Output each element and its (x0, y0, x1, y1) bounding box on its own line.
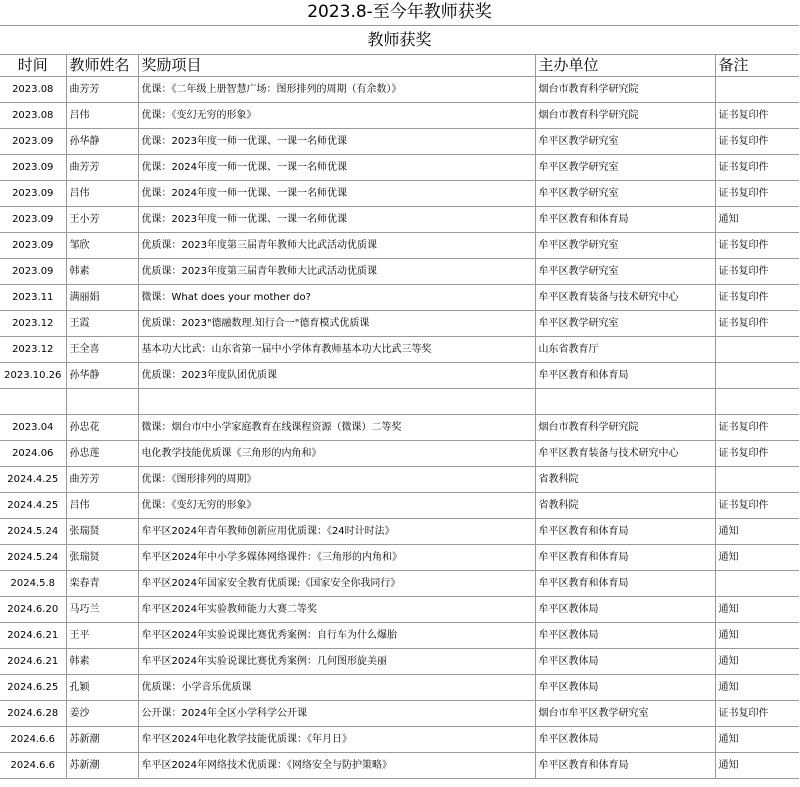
table-row (0, 389, 799, 415)
cell-remarks[interactable]: 通知 (715, 207, 799, 233)
table-row (0, 753, 799, 779)
cell-organizer[interactable]: 烟台市教育科学研究院 (535, 77, 715, 103)
cell-teacher-name[interactable]: 姜沙 (66, 701, 138, 727)
cell-award-item[interactable]: 优质课：2023年度第三届青年教师大比武活动优质课 (138, 233, 535, 259)
cell-teacher-name[interactable]: 王小芳 (66, 207, 138, 233)
cell-organizer[interactable]: 烟台市牟平区教学研究室 (535, 701, 715, 727)
cell-award-item[interactable]: 优课：《图形排列的周期》 (138, 467, 535, 493)
header-organizer[interactable]: 主办单位 (535, 55, 715, 77)
cell-organizer[interactable]: 牟平区教学研究室 (535, 129, 715, 155)
cell-award-item[interactable]: 牟平区2024年网络技术优质课：《网络安全与防护策略》 (138, 753, 535, 779)
table-row (0, 649, 799, 675)
cell-award-item[interactable]: 基本功大比武：山东省第一届中小学体育教师基本功大比武三等奖 (138, 337, 535, 363)
table-row (0, 571, 799, 597)
cell-teacher-name[interactable]: 曲芳芳 (66, 77, 138, 103)
cell-organizer[interactable]: 牟平区教体局 (535, 675, 715, 701)
cell-date[interactable]: 2024.6.6 (0, 753, 66, 779)
table-row (0, 727, 799, 753)
table-row (0, 77, 799, 103)
table-row (0, 155, 799, 181)
cell-teacher-name[interactable]: 曲芳芳 (66, 467, 138, 493)
awards-table (0, 55, 799, 779)
table-row (0, 441, 799, 467)
cell-organizer[interactable]: 牟平区教体局 (535, 727, 715, 753)
cell-organizer[interactable]: 烟台市教育科学研究院 (535, 103, 715, 129)
cell-remarks[interactable]: 证书复印件 (715, 233, 799, 259)
header-row (0, 55, 799, 77)
cell-teacher-name[interactable]: 王霞 (66, 311, 138, 337)
cell-award-item[interactable]: 微课：烟台市中小学家庭教育在线课程资源（微课）二等奖 (138, 415, 535, 441)
cell-teacher-name[interactable]: 邹欣 (66, 233, 138, 259)
cell-award-item[interactable]: 牟平区2024年青年教师创新应用优质课：《24时计时法》 (138, 519, 535, 545)
cell-teacher-name[interactable]: 张瑞贤 (66, 519, 138, 545)
cell-date[interactable] (0, 389, 66, 415)
cell-teacher-name[interactable] (66, 389, 138, 415)
cell-teacher-name[interactable]: 苏新潮 (66, 727, 138, 753)
cell-award-item[interactable]: 优课：2023年度一师一优课、一课一名师优课 (138, 207, 535, 233)
cell-remarks[interactable]: 证书复印件 (715, 259, 799, 285)
cell-date[interactable]: 2023.08 (0, 103, 66, 129)
cell-organizer[interactable]: 牟平区教体局 (535, 623, 715, 649)
cell-date[interactable]: 2024.4.25 (0, 493, 66, 519)
cell-remarks[interactable]: 通知 (715, 753, 799, 779)
table-row (0, 259, 799, 285)
cell-date[interactable]: 2024.4.25 (0, 467, 66, 493)
cell-date[interactable]: 2024.5.8 (0, 571, 66, 597)
table-row (0, 103, 799, 129)
header-teacher-name[interactable]: 教师姓名 (66, 55, 138, 77)
table-row (0, 363, 799, 389)
cell-organizer[interactable]: 牟平区教学研究室 (535, 233, 715, 259)
cell-remarks[interactable]: 通知 (715, 623, 799, 649)
cell-date[interactable]: 2023.09 (0, 129, 66, 155)
cell-organizer[interactable]: 烟台市教育科学研究院 (535, 415, 715, 441)
cell-remarks[interactable]: 证书复印件 (715, 415, 799, 441)
cell-award-item[interactable]: 优课：2024年度一师一优课、一课一名师优课 (138, 181, 535, 207)
section-title: 教师获奖 (0, 26, 799, 55)
cell-award-item[interactable]: 优课：2024年度一师一优课、一课一名师优课 (138, 155, 535, 181)
cell-date[interactable]: 2023.08 (0, 77, 66, 103)
cell-remarks[interactable]: 通知 (715, 597, 799, 623)
cell-date[interactable]: 2024.6.25 (0, 675, 66, 701)
cell-award-item[interactable]: 牟平区2024年实验说课比赛优秀案例：几何图形旋美丽 (138, 649, 535, 675)
cell-teacher-name[interactable]: 韩素 (66, 259, 138, 285)
cell-award-item[interactable]: 牟平区2024年实验教师能力大赛二等奖 (138, 597, 535, 623)
cell-remarks[interactable]: 证书复印件 (715, 493, 799, 519)
cell-remarks[interactable] (715, 77, 799, 103)
table-row (0, 181, 799, 207)
cell-date[interactable]: 2023.10.26 (0, 363, 66, 389)
cell-date[interactable]: 2023.09 (0, 207, 66, 233)
cell-organizer[interactable]: 山东省教育厅 (535, 337, 715, 363)
table-row (0, 493, 799, 519)
cell-remarks[interactable]: 证书复印件 (715, 311, 799, 337)
cell-organizer[interactable]: 牟平区教育和体育局 (535, 207, 715, 233)
cell-award-item[interactable]: 优课：《变幻无穷的形象》 (138, 103, 535, 129)
cell-date[interactable]: 2024.6.6 (0, 727, 66, 753)
cell-remarks[interactable]: 证书复印件 (715, 285, 799, 311)
cell-teacher-name[interactable]: 吕伟 (66, 103, 138, 129)
table-row (0, 597, 799, 623)
cell-teacher-name[interactable]: 孙华静 (66, 129, 138, 155)
cell-remarks[interactable]: 通知 (715, 727, 799, 753)
cell-organizer[interactable]: 牟平区教体局 (535, 597, 715, 623)
cell-award-item[interactable]: 牟平区2024年实验说课比赛优秀案例：自行车为什么爆胎 (138, 623, 535, 649)
cell-remarks[interactable]: 通知 (715, 545, 799, 571)
cell-organizer[interactable]: 牟平区教学研究室 (535, 181, 715, 207)
cell-teacher-name[interactable]: 曲芳芳 (66, 155, 138, 181)
cell-organizer[interactable]: 牟平区教育和体育局 (535, 545, 715, 571)
page-title: 2023.8-至今年教师获奖 (0, 0, 799, 26)
cell-organizer[interactable] (535, 389, 715, 415)
cell-teacher-name[interactable]: 马巧兰 (66, 597, 138, 623)
table-row (0, 623, 799, 649)
table-row (0, 519, 799, 545)
cell-teacher-name[interactable]: 吕伟 (66, 181, 138, 207)
cell-remarks[interactable]: 证书复印件 (715, 155, 799, 181)
cell-organizer[interactable]: 牟平区教学研究室 (535, 259, 715, 285)
table-row (0, 233, 799, 259)
cell-remarks[interactable] (715, 363, 799, 389)
cell-remarks[interactable] (715, 571, 799, 597)
cell-award-item[interactable]: 公开课：2024年全区小学科学公开课 (138, 701, 535, 727)
table-row (0, 675, 799, 701)
cell-award-item[interactable]: 牟平区2024年国家安全教育优质课:《国家安全你我同行》 (138, 571, 535, 597)
cell-teacher-name[interactable]: 苏新潮 (66, 753, 138, 779)
cell-award-item[interactable]: 优质课：2023"德融数理.知行合一"德育模式优质课 (138, 311, 535, 337)
cell-organizer[interactable]: 牟平区教育装备与技术研究中心 (535, 285, 715, 311)
cell-teacher-name[interactable]: 栾春青 (66, 571, 138, 597)
table-row (0, 415, 799, 441)
table-row (0, 467, 799, 493)
cell-date[interactable]: 2024.6.21 (0, 649, 66, 675)
cell-organizer[interactable]: 牟平区教育和体育局 (535, 571, 715, 597)
cell-award-item[interactable]: 微课：What does your mother do? (138, 285, 535, 311)
cell-date[interactable]: 2023.09 (0, 233, 66, 259)
cell-organizer[interactable]: 牟平区教体局 (535, 649, 715, 675)
cell-award-item[interactable]: 牟平区2024年中小学多媒体网络课件：《三角形的内角和》 (138, 545, 535, 571)
cell-teacher-name[interactable]: 孙忠花 (66, 415, 138, 441)
table-row (0, 701, 799, 727)
cell-award-item[interactable] (138, 389, 535, 415)
cell-award-item[interactable]: 优课：《变幻无穷的形象》 (138, 493, 535, 519)
cell-award-item[interactable]: 优质课：2023年度队团优质课 (138, 363, 535, 389)
cell-remarks[interactable]: 通知 (715, 649, 799, 675)
cell-date[interactable]: 2024.6.20 (0, 597, 66, 623)
cell-date[interactable]: 2024.5.24 (0, 519, 66, 545)
cell-remarks[interactable]: 通知 (715, 675, 799, 701)
cell-remarks[interactable]: 证书复印件 (715, 103, 799, 129)
cell-date[interactable]: 2024.06 (0, 441, 66, 467)
cell-organizer[interactable]: 牟平区教育和体育局 (535, 519, 715, 545)
cell-date[interactable]: 2024.6.21 (0, 623, 66, 649)
cell-date[interactable]: 2024.5.24 (0, 545, 66, 571)
cell-organizer[interactable]: 牟平区教学研究室 (535, 155, 715, 181)
cell-date[interactable]: 2023.12 (0, 311, 66, 337)
cell-organizer[interactable]: 牟平区教育和体育局 (535, 363, 715, 389)
table-row (0, 545, 799, 571)
cell-teacher-name[interactable]: 满丽娟 (66, 285, 138, 311)
cell-award-item[interactable]: 优课：《二年级上册智慧广场：图形排列的周期（有余数）》 (138, 77, 535, 103)
cell-award-item[interactable]: 优质课：2023年度第三届青年教师大比武活动优质课 (138, 259, 535, 285)
cell-remarks[interactable]: 证书复印件 (715, 701, 799, 727)
cell-teacher-name[interactable]: 吕伟 (66, 493, 138, 519)
table-row (0, 207, 799, 233)
cell-teacher-name[interactable]: 孙忠莲 (66, 441, 138, 467)
header-date[interactable]: 时间 (0, 55, 66, 77)
cell-teacher-name[interactable]: 韩素 (66, 649, 138, 675)
cell-remarks[interactable]: 证书复印件 (715, 129, 799, 155)
cell-teacher-name[interactable]: 张瑞贤 (66, 545, 138, 571)
cell-remarks[interactable] (715, 467, 799, 493)
cell-award-item[interactable]: 优质课：小学音乐优质课 (138, 675, 535, 701)
cell-organizer[interactable]: 省教科院 (535, 493, 715, 519)
cell-teacher-name[interactable]: 孙华静 (66, 363, 138, 389)
cell-award-item[interactable]: 优课：2023年度一师一优课、一课一名师优课 (138, 129, 535, 155)
cell-date[interactable]: 2024.6.28 (0, 701, 66, 727)
cell-remarks[interactable]: 证书复印件 (715, 181, 799, 207)
cell-award-item[interactable]: 牟平区2024年电化教学技能优质课：《年月日》 (138, 727, 535, 753)
cell-teacher-name[interactable]: 王全喜 (66, 337, 138, 363)
cell-organizer[interactable]: 牟平区教育和体育局 (535, 753, 715, 779)
cell-organizer[interactable]: 省教科院 (535, 467, 715, 493)
cell-organizer[interactable]: 牟平区教学研究室 (535, 311, 715, 337)
cell-date[interactable]: 2023.04 (0, 415, 66, 441)
cell-teacher-name[interactable]: 孔颖 (66, 675, 138, 701)
cell-award-item[interactable]: 电化教学技能优质课《三角形的内角和》 (138, 441, 535, 467)
header-award-item[interactable]: 奖励项目 (138, 55, 535, 77)
cell-teacher-name[interactable]: 王平 (66, 623, 138, 649)
header-remarks[interactable]: 备注 (715, 55, 799, 77)
cell-date[interactable]: 2023.09 (0, 259, 66, 285)
table-row (0, 337, 799, 363)
cell-organizer[interactable]: 牟平区教育装备与技术研究中心 (535, 441, 715, 467)
cell-remarks[interactable] (715, 389, 799, 415)
cell-remarks[interactable]: 证书复印件 (715, 441, 799, 467)
cell-date[interactable]: 2023.09 (0, 181, 66, 207)
cell-date[interactable]: 2023.11 (0, 285, 66, 311)
table-row (0, 311, 799, 337)
cell-remarks[interactable]: 通知 (715, 519, 799, 545)
cell-date[interactable]: 2023.09 (0, 155, 66, 181)
cell-date[interactable]: 2023.12 (0, 337, 66, 363)
table-row (0, 129, 799, 155)
cell-remarks[interactable] (715, 337, 799, 363)
table-row (0, 285, 799, 311)
